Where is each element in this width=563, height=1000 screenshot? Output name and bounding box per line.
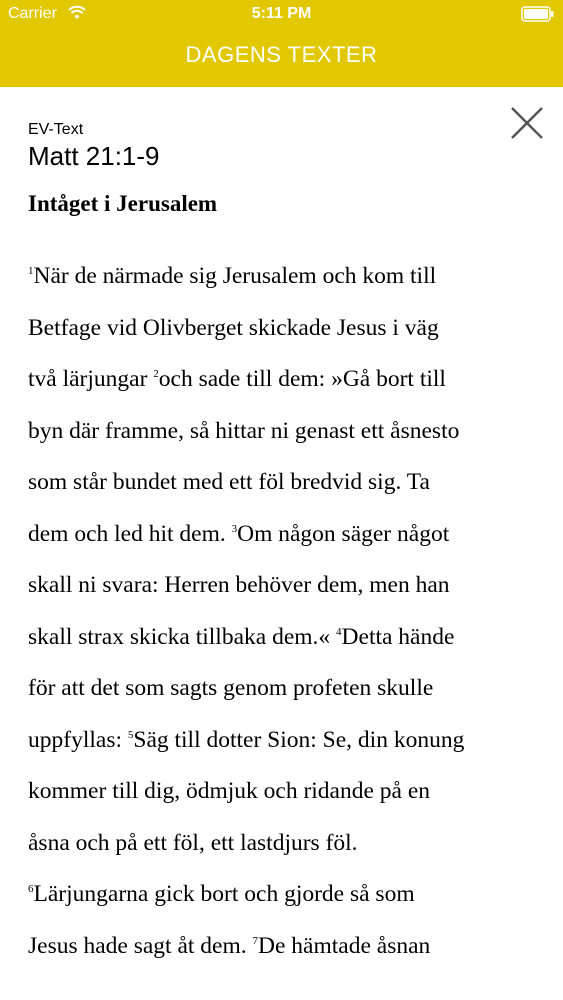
verse-text: dem och led hit dem. xyxy=(28,520,232,547)
verse-text: uppfyllas: xyxy=(28,726,128,753)
verse-text: Lärjungarna gick bort och gjorde så som xyxy=(33,881,415,907)
verse-text: Jesus hade sagt åt dem. xyxy=(28,932,253,959)
text-line xyxy=(28,663,540,715)
verse-text: Detta hände xyxy=(341,623,455,650)
app-header xyxy=(0,0,563,87)
verse-number: 2 xyxy=(153,368,159,381)
verse-text: och sade till dem: »Gå bort till xyxy=(158,366,446,392)
verse-text: När de närmade sig Jerusalem och kom till xyxy=(33,263,437,289)
verse-number: 3 xyxy=(231,522,238,535)
carrier-label: Carrier xyxy=(8,5,57,22)
verse-number: 1 xyxy=(28,265,34,278)
verse-text: byn där framme, så hittar ni genast ett åsnesto xyxy=(28,417,460,444)
verse-text: för att det som sagts genom profeten skulle xyxy=(28,675,434,701)
verse-number: 6 xyxy=(28,883,34,896)
text-line xyxy=(28,921,540,973)
text-line xyxy=(28,509,540,561)
status-time: 5:11 PM xyxy=(251,5,312,22)
verse-text: åsna och på ett föl, ett lastdjurs föl. xyxy=(28,829,358,856)
passage-view xyxy=(0,87,563,1000)
verse-text: De hämtade åsnan xyxy=(258,932,431,959)
text-line xyxy=(28,560,540,612)
verse-text: skall ni svara: Herren behöver dem, men han xyxy=(28,572,450,598)
passage-heading: Intåget i Jerusalem xyxy=(28,191,218,216)
text-type-label: EV-Text xyxy=(28,121,84,138)
close-icon[interactable] xyxy=(509,105,545,141)
verse-text: Betfage vid Olivberget skickade Jesus i väg xyxy=(28,314,439,341)
text-line xyxy=(28,818,540,870)
text-line xyxy=(28,766,540,818)
passage-text xyxy=(28,251,540,972)
text-line xyxy=(28,251,540,303)
text-line xyxy=(28,354,540,406)
status-bar xyxy=(0,0,563,30)
verse-text: som står bundet med ett föl bredvid sig. Ta xyxy=(28,469,430,495)
text-line xyxy=(28,406,540,458)
verse-text: två lärjungar xyxy=(28,366,154,392)
text-line xyxy=(28,303,540,355)
verse-text: kommer till dig, ödmjuk och ridande på en xyxy=(28,778,431,804)
page-title: DAGENS TEXTER xyxy=(185,42,378,67)
verse-text: skall strax skicka tillbaka dem.« xyxy=(28,623,337,650)
text-line xyxy=(28,869,540,921)
verse-number: 4 xyxy=(336,625,342,638)
verse-text: Säg till dotter Sion: Se, din konung xyxy=(133,726,465,753)
text-line xyxy=(28,715,540,767)
battery-icon xyxy=(521,6,555,22)
text-line xyxy=(28,612,540,664)
passage-reference: Matt 21:1-9 xyxy=(28,141,160,171)
verse-number: 5 xyxy=(127,728,134,741)
verse-number: 7 xyxy=(252,934,259,947)
verse-text: Om någon säger något xyxy=(237,520,450,547)
text-line xyxy=(28,457,540,509)
